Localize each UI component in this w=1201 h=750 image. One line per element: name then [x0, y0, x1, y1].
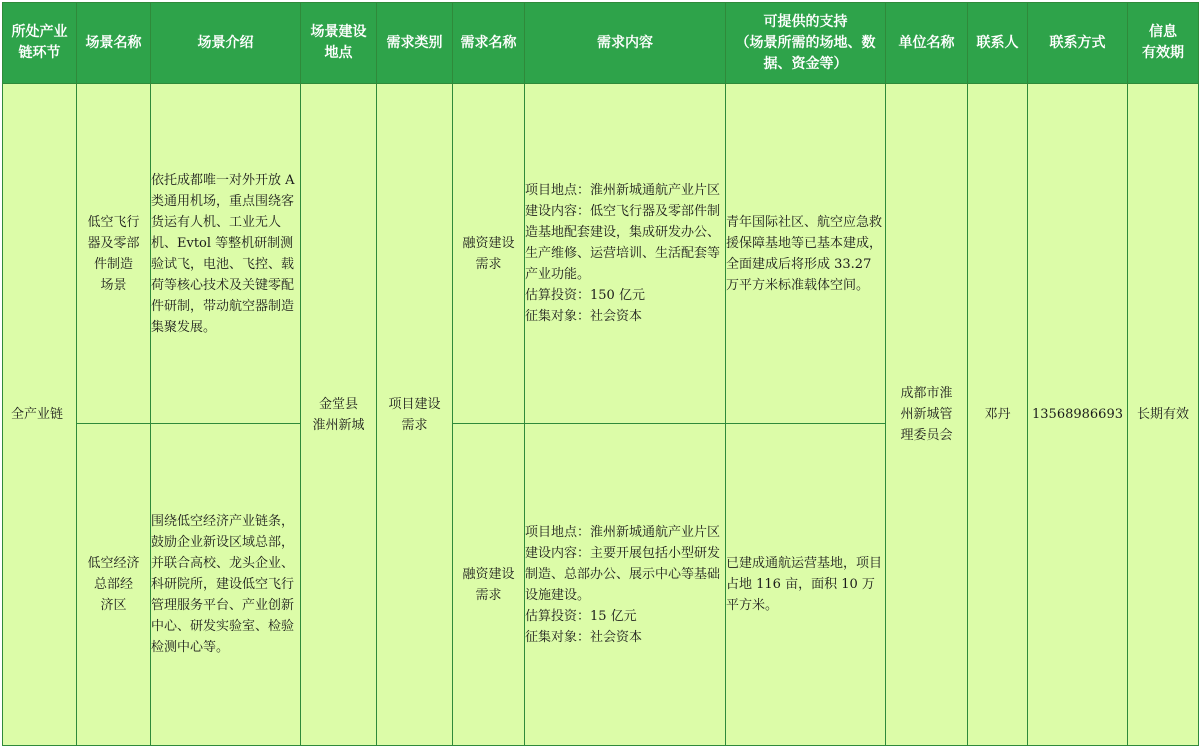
demand-category-cell: 项目建设 需求 [377, 84, 453, 746]
support-cell: 青年国际社区、航空应急救援保障基地等已基本建成，全面建成后将形成 33.27 万平方米标准载体空间。 [726, 84, 886, 424]
demand-content-cell: 项目地点：淮州新城通航产业片区 建设内容：主要开展包括小型研发制造、总部办公、展示中心等基础设施建设。 估算投资：15 亿元 征集对象：社会资本 [525, 424, 726, 746]
chain-link-cell: 全产业链 [3, 84, 77, 746]
header-support: 可提供的支持 （场景所需的场地、数 据、资金等） [726, 3, 886, 84]
header-demand-category: 需求类别 [377, 3, 453, 84]
header-scene-intro: 场景介绍 [151, 3, 301, 84]
header-chain-link: 所处产业 链环节 [3, 3, 77, 84]
support-cell: 已建成通航运营基地，项目占地 116 亩，面积 10 万平方米。 [726, 424, 886, 746]
location-cell: 金堂县 淮州新城 [301, 84, 377, 746]
header-location: 场景建设 地点 [301, 3, 377, 84]
unit-name-cell: 成都市淮 州新城管 理委员会 [886, 84, 968, 746]
validity-cell: 长期有效 [1128, 84, 1199, 746]
demand-content-cell: 项目地点：淮州新城通航产业片区 建设内容：低空飞行器及零部件制造基地配套建设，集成研发办公、生产维修、运营培训、生活配套等产业功能。 估算投资：150 亿元 征集对象：社会资本 [525, 84, 726, 424]
header-validity: 信息 有效期 [1128, 3, 1199, 84]
scene-name-cell: 低空飞行 器及零部 件制造 场景 [77, 84, 151, 424]
demand-table [2, 2, 1199, 746]
demand-name-cell: 融资建设 需求 [453, 84, 525, 424]
header-unit-name: 单位名称 [886, 3, 968, 84]
table-row [3, 84, 1199, 424]
header-demand-content: 需求内容 [525, 3, 726, 84]
header-contact-person: 联系人 [968, 3, 1028, 84]
scene-intro-cell: 依托成都唯一对外开放 A 类通用机场，重点围绕客货运有人机、工业无人机、Evtol 等整机研制测验试飞，电池、飞控、载荷等核心技术及关键零配件研制，带动航空器制造集聚发展。 [151, 84, 301, 424]
contact-person-cell: 邓丹 [968, 84, 1028, 746]
demand-name-cell: 融资建设 需求 [453, 424, 525, 746]
header-scene-name: 场景名称 [77, 3, 151, 84]
header-demand-name: 需求名称 [453, 3, 525, 84]
header-contact-phone: 联系方式 [1028, 3, 1128, 84]
header-row [3, 3, 1199, 84]
contact-phone-cell: 13568986693 [1028, 84, 1128, 746]
scene-intro-cell: 围绕低空经济产业链条，鼓励企业新设区域总部，并联合高校、龙头企业、科研院所，建设低空飞行管理服务平台、产业创新中心、研发实验室、检验检测中心等。 [151, 424, 301, 746]
scene-name-cell: 低空经济 总部经 济区 [77, 424, 151, 746]
